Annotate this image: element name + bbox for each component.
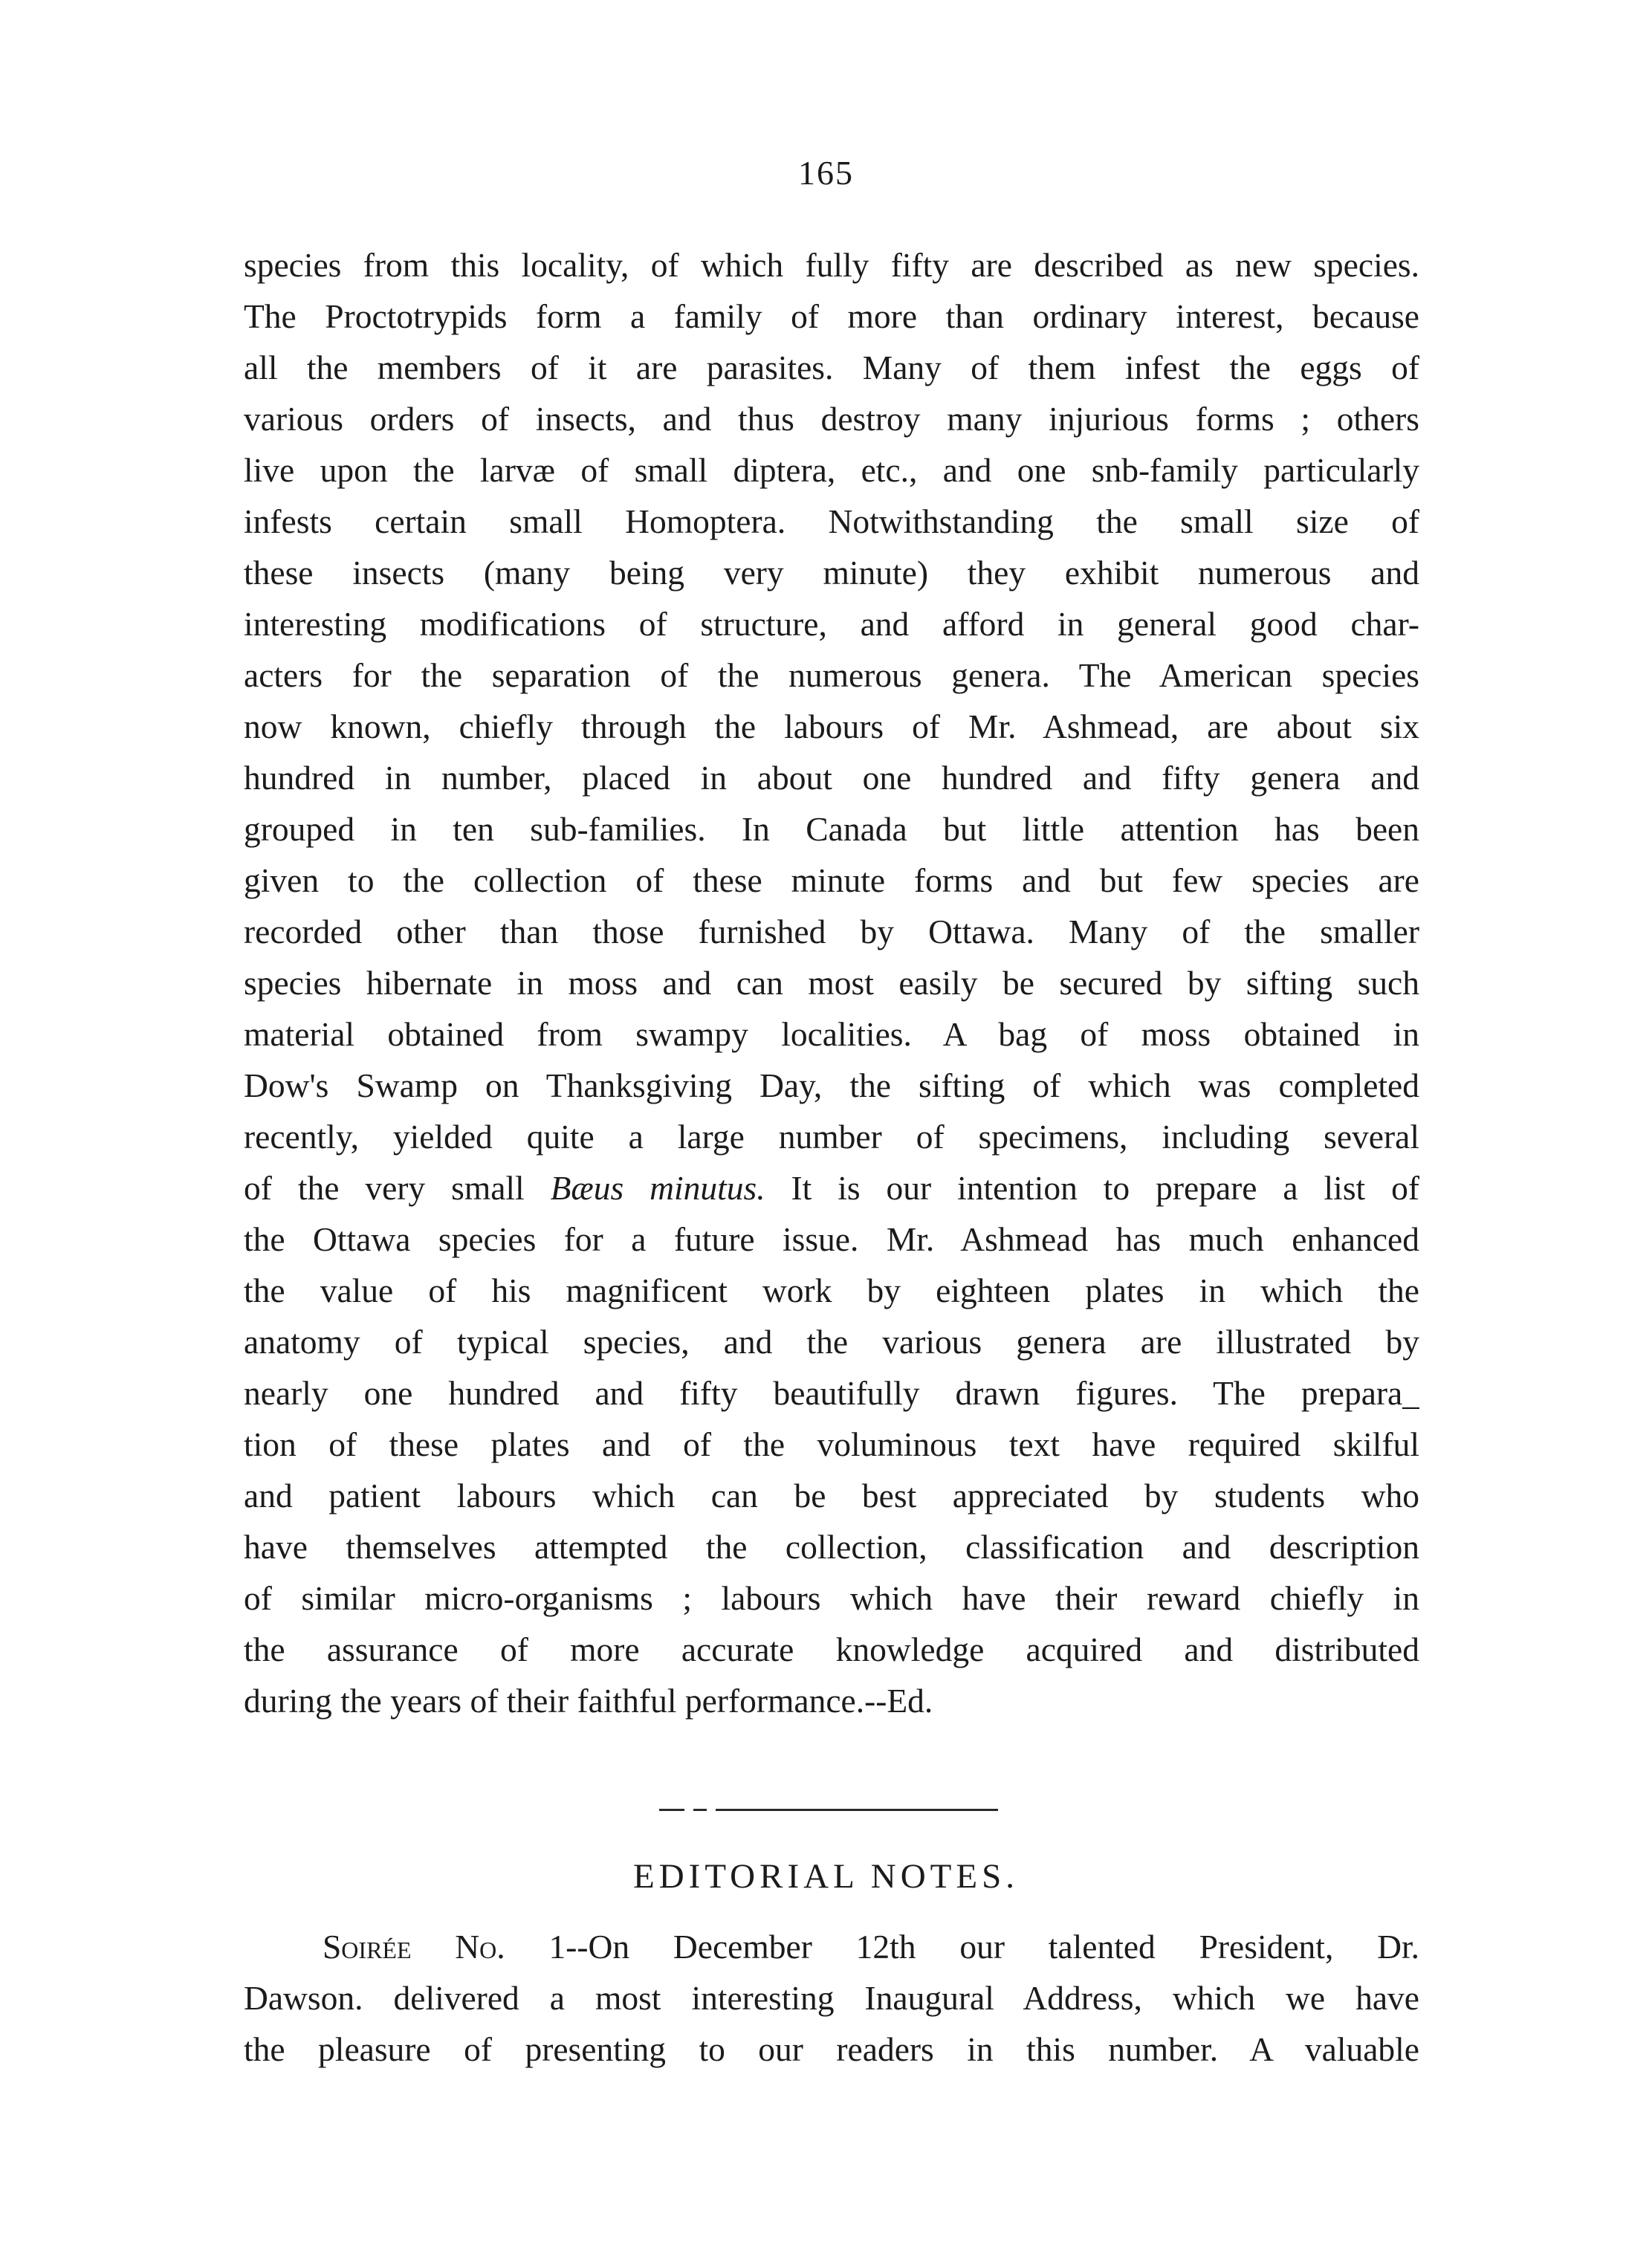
text-line: the pleasure of presenting to our readers in this number. A valuable	[244, 2030, 1419, 2068]
article-body	[244, 239, 1419, 1726]
text-line: nearly one hundred and fifty beautifully drawn figures. The prepara_	[244, 1374, 1419, 1412]
text-line: infests certain small Homoptera. Notwithstanding the small size of	[244, 502, 1419, 540]
text-line: recently, yielded quite a large number of specimens, including several	[244, 1118, 1419, 1156]
text-line: these insects (many being very minute) they exhibit numerous and	[244, 554, 1419, 592]
text-line: hundred in number, placed in about one hundred and fifty genera and	[244, 759, 1419, 797]
text-line: all the members of it are parasites. Many of them infest the eggs of	[244, 349, 1419, 386]
text-line-signature: during the years of their faithful performance.--Ed.	[244, 1682, 933, 1720]
editorial-notes-body	[244, 1921, 1419, 2075]
text-line: given to the collection of these minute forms and but few species are	[244, 861, 1419, 899]
text-line: now known, chiefly through the labours of Mr. Ashmead, are about six	[244, 707, 1419, 745]
divider-segment	[693, 1809, 707, 1811]
text-line: tion of these plates and of the voluminous text have required skilful	[244, 1425, 1419, 1463]
text-line: Dow's Swamp on Thanksgiving Day, the sifting of which was completed	[244, 1066, 1419, 1104]
text-line: of similar micro-organisms ; labours which have their reward chiefly in	[244, 1579, 1419, 1617]
text-line: recorded other than those furnished by Ottawa. Many of the smaller	[244, 913, 1419, 950]
lead-in: Soirée No. 1	[323, 1928, 566, 1966]
text-fragment: of the very small	[244, 1169, 551, 1207]
section-heading: EDITORIAL NOTES.	[633, 1857, 1019, 1896]
text-line: species from this locality, of which fully fifty are described as new species.	[244, 246, 1419, 284]
text-line: material obtained from swampy localities. A bag of moss obtained in	[244, 1015, 1419, 1053]
text-line: the assurance of more accurate knowledge acquired and distributed	[244, 1630, 1419, 1668]
species-name: Bæus minutus.	[550, 1169, 765, 1207]
text-line-with-species-name	[244, 1162, 1419, 1214]
text-line: The Proctotrypids form a family of more than ordinary interest, because	[244, 297, 1419, 335]
divider-segment	[659, 1809, 684, 1811]
text-line: have themselves attempted the collection, classification and description	[244, 1528, 1419, 1566]
text-line: the value of his magnificent work by eighteen plates in which the	[244, 1271, 1419, 1309]
text-line: Dawson. delivered a most interesting Inaugural Address, which we have	[244, 1979, 1419, 2017]
page-number: 165	[798, 154, 854, 192]
text-fragment: --On December 12th our talented President, Dr.	[566, 1928, 1419, 1966]
text-line: grouped in ten sub-families. In Canada but little attention has been	[244, 810, 1419, 848]
text-line: acters for the separation of the numerous genera. The American species	[244, 656, 1419, 694]
text-line: interesting modifications of structure, and afford in general good char-	[244, 605, 1419, 643]
text-line: various orders of insects, and thus destroy many injurious forms ; others	[244, 400, 1419, 438]
text-fragment: It is our intention to prepare a list of	[765, 1169, 1419, 1207]
text-line: species hibernate in moss and can most easily be secured by sifting such	[244, 964, 1419, 1002]
text-line: and patient labours which can be best appreciated by students who	[244, 1477, 1419, 1515]
divider-segment	[716, 1809, 998, 1811]
text-line: anatomy of typical species, and the various genera are illustrated by	[244, 1323, 1419, 1361]
text-line-lead	[244, 1921, 1419, 1972]
text-line: live upon the larvæ of small diptera, etc., and one snb-family particularly	[244, 451, 1419, 489]
text-line: the Ottawa species for a future issue. Mr. Ashmead has much enhanced	[244, 1220, 1419, 1258]
